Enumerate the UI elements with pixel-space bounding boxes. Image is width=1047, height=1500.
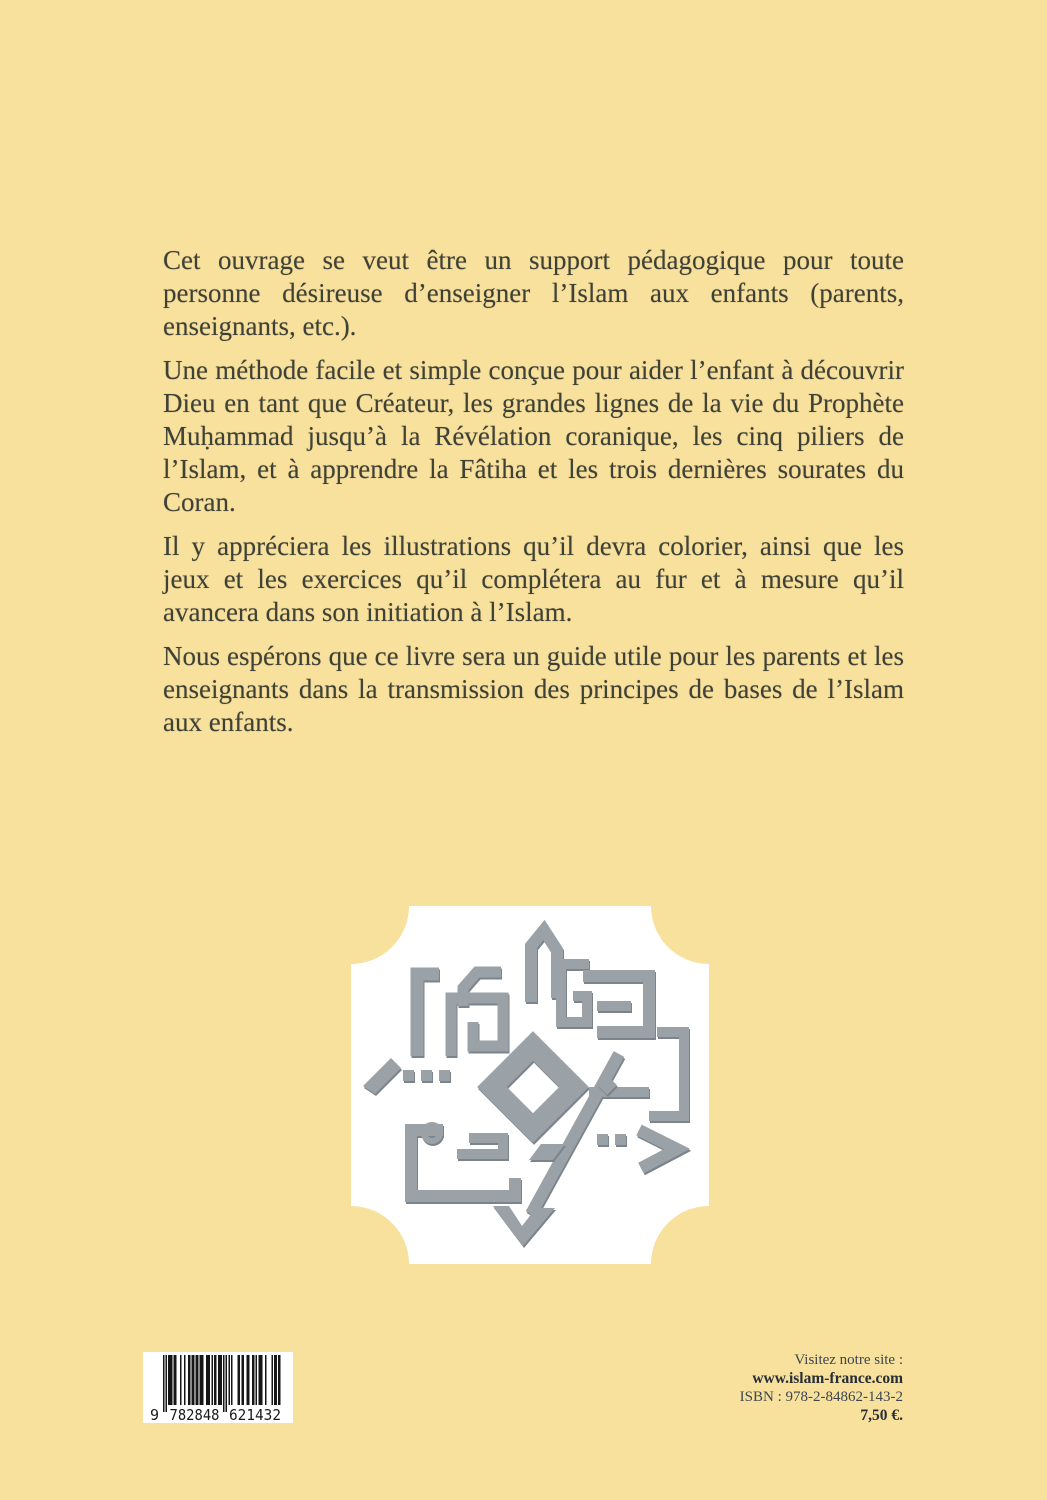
paragraph-2: Une méthode facile et simple conçue pour aider l’enfant à découvrir Dieu en tant que Créateur, les grandes lignes de la vie du Prophète Muḥammad jusqu’à la Révélation coranique, les cinq piliers de l’Islam, et à apprendre la Fâtiha et les trois dernières sourates du Coran. [163, 355, 904, 517]
barcode-bars [163, 1355, 281, 1412]
paragraph-3: Il y appréciera les illustrations qu’il devra colorier, ainsi que les jeux et les exercices qu’il complétera au fur et à mesure qu’il avancera dans son initiation à l’Islam. [163, 531, 904, 627]
kufic-emblem-icon [351, 906, 709, 1264]
price-label: 7,50 €. [860, 1407, 903, 1425]
barcode-digit-left: 9 [149, 1406, 159, 1423]
website-url: www.islam-france.com [752, 1369, 903, 1387]
description-text [163, 244, 904, 750]
paragraph-4: Nous espérons que ce livre sera un guide utile pour les parents et les enseignants dans la transmission des principes de bases de l’Islam aux enfants. [163, 641, 904, 737]
publisher-logo [351, 906, 709, 1264]
barcode [143, 1352, 293, 1423]
isbn-label: ISBN : 978-2-84862-143-2 [739, 1389, 903, 1406]
visit-site-label: Visitez notre site : [794, 1352, 903, 1368]
barcode-digits-group2: 621432 [229, 1406, 281, 1423]
publisher-info [740, 1351, 903, 1426]
barcode-svg [143, 1352, 293, 1423]
paragraph-1: Cet ouvrage se veut être un support pédagogique pour toute personne désireuse d’enseigner l’Islam aux enfants (parents, enseignants, etc.). [163, 245, 904, 341]
barcode-digits-group1: 782848 [169, 1406, 220, 1423]
